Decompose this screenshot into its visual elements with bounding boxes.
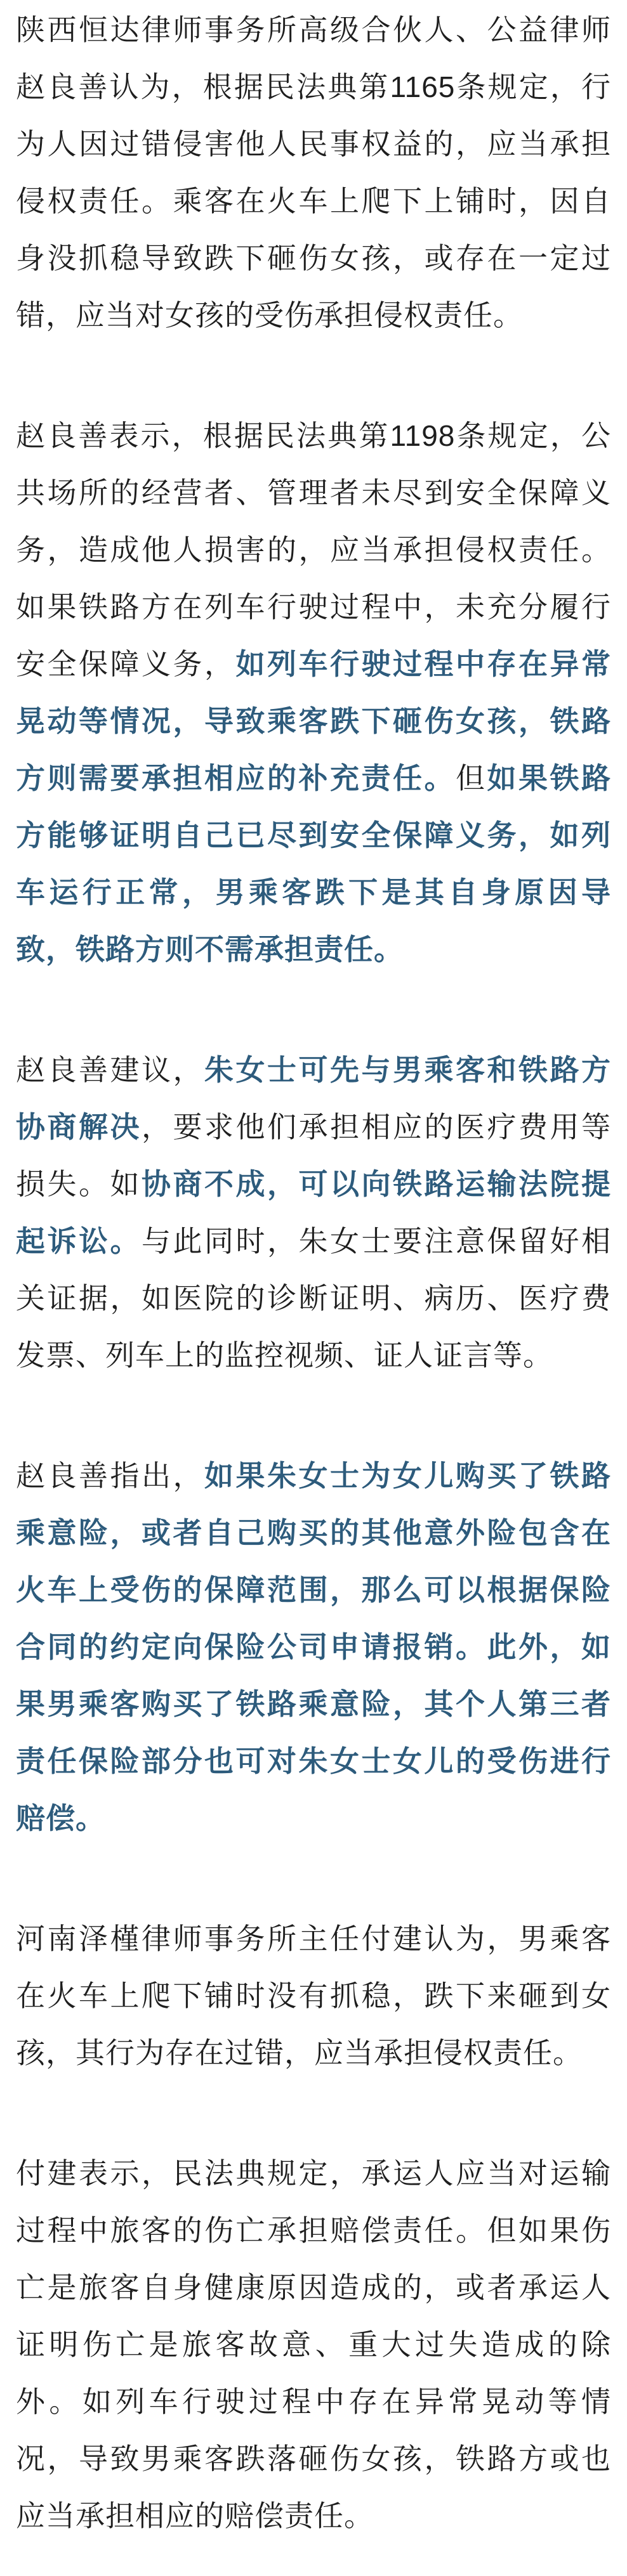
text-run: 陕西恒达律师事务所高级合伙人、公益律师赵良善认为，根据民法典第1165条规定，行为人因过错侵害他人民事权益的，应当承担侵权责任。乘客在火车上爬下上铺时，因自身没抓稳导致跌下砸伤女孩，或存在一定过错，应当对女孩的受伤承担侵权责任。 — [16, 13, 611, 332]
text-run: 赵良善建议， — [16, 1053, 204, 1086]
paragraph — [16, 1041, 611, 1384]
text-run: 但 — [456, 762, 487, 795]
paragraph — [16, 2145, 611, 2544]
paragraph — [16, 1447, 611, 1847]
article-text — [16, 1, 611, 2544]
highlighted-text-run: 协商不成，可以向铁路运输法院提起诉讼。 — [16, 1168, 611, 1258]
text-run: 赵良善指出， — [16, 1459, 204, 1492]
highlighted-text-run: 如果铁路方能够证明自己已尽到安全保障义务，如列车运行正常，男乘客跌下是其自身原因导致，铁路方则不需承担责任。 — [16, 762, 611, 966]
highlighted-text-run: 朱女士可先与男乘客和铁路方协商解决 — [16, 1053, 611, 1143]
text-run: ，要求他们承担相应的医疗费用等损失。如 — [16, 1110, 611, 1200]
highlighted-text-run: 如果朱女士为女儿购买了铁路乘意险，或者自己购买的其他意外险包含在火车上受伤的保障范围，那么可以根据保险合同的约定向保险公司申请报销。此外，如果男乘客购买了铁路乘意险，其个人第三者责任保险部分也可对朱女士女儿的受伤进行赔偿。 — [16, 1459, 611, 1835]
text-run: 付建表示，民法典规定，承运人应当对运输过程中旅客的伤亡承担赔偿责任。但如果伤亡是旅客自身健康原因造成的，或者承运人证明伤亡是旅客故意、重大过失造成的除外。如列车行驶过程中存在异常晃动等情况，导致男乘客跌落砸伤女孩，铁路方或也应当承担相应的赔偿责任。 — [16, 2157, 611, 2532]
highlighted-text-run: 如列车行驶过程中存在异常晃动等情况，导致乘客跌下砸伤女孩，铁路方则需要承担相应的补充责任。 — [16, 647, 611, 795]
text-run: 赵良善表示，根据民法典第1198条规定，公共场所的经营者、管理者未尽到安全保障义务，造成他人损害的，应当承担侵权责任。如果铁路方在列车行驶过程中，未充分履行安全保障义务， — [16, 419, 611, 680]
text-run: 与此同时，朱女士要注意保留好相关证据，如医院的诊断证明、病历、医疗费发票、列车上的监控视频、证人证言等。 — [16, 1225, 611, 1372]
paragraph — [16, 1910, 611, 2081]
text-run: 河南泽槿律师事务所主任付建认为，男乘客在火车上爬下铺时没有抓稳，跌下来砸到女孩，其行为存在过错，应当承担侵权责任。 — [16, 1922, 611, 2069]
paragraph — [16, 407, 611, 978]
article — [16, 1, 611, 2544]
paragraph — [16, 1, 611, 344]
